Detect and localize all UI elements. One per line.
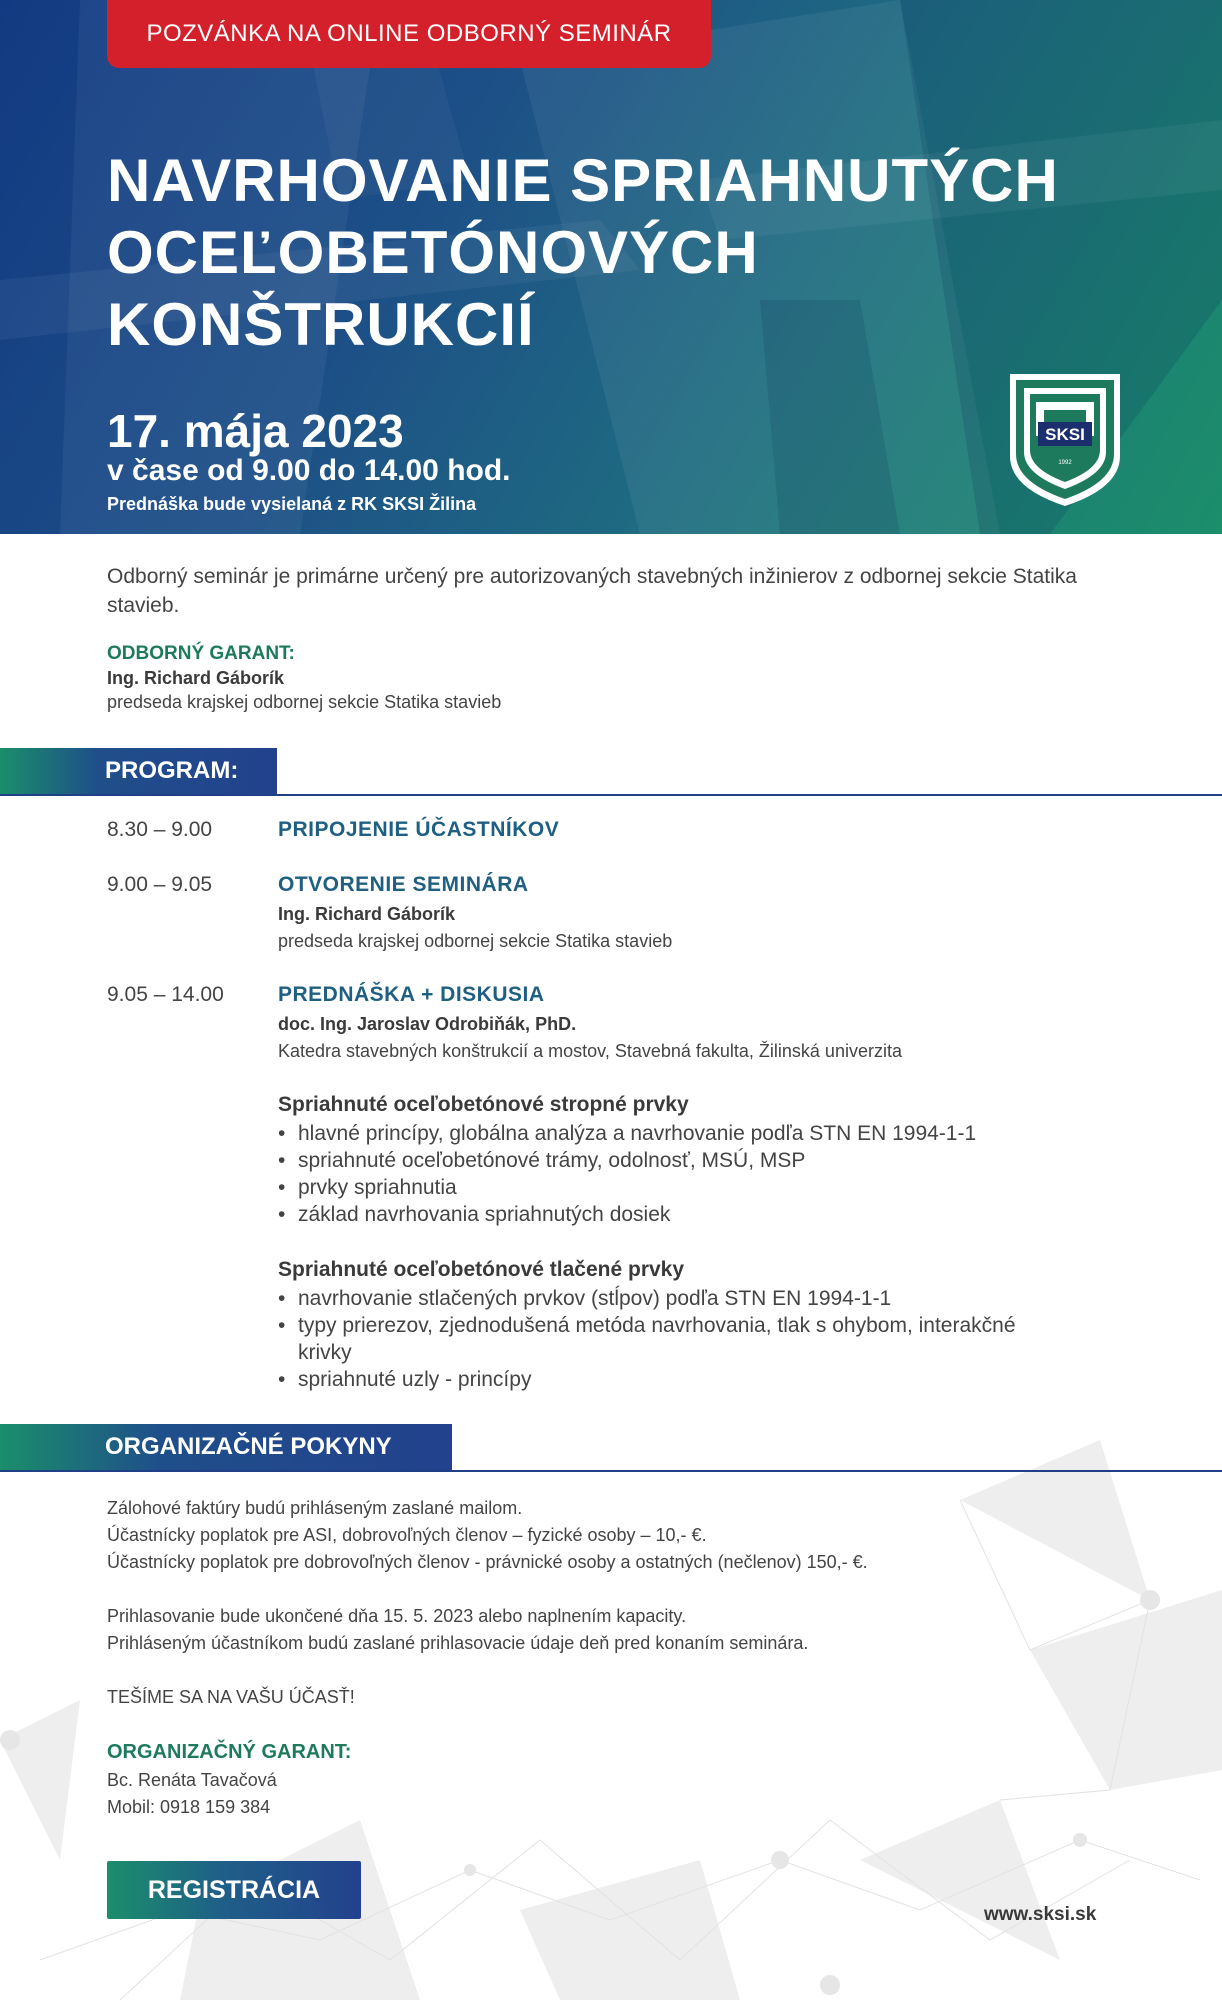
organization-info	[107, 1495, 1107, 1711]
info-line: Zálohové faktúry budú prihláseným zaslané mailom.	[107, 1498, 523, 1518]
list-item: • typy prierezov, zjednodušená metóda navrhovania, tlak s ohybom, interakčné krivky	[278, 1312, 1038, 1366]
info-line: Prihlasovanie bude ukončené dňa 15. 5. 2023 alebo naplnením kapacity.	[107, 1606, 687, 1626]
garant-role: predseda krajskej odbornej sekcie Statika stavieb	[107, 692, 502, 712]
program-title: PRIPOJENIE ÚČASTNÍKOV	[278, 818, 560, 841]
organization-heading: ORGANIZAČNÉ POKYNY	[0, 1424, 452, 1470]
logo-year: 1992	[1058, 460, 1072, 466]
list-item: • základ navrhovania spriahnutých dosiek	[278, 1201, 1078, 1228]
broadcast-note: Prednáška bude vysielaná z RK SKSI Žilina	[107, 494, 477, 514]
speaker-name: doc. Ing. Jaroslav Odrobiňák, PhD.	[278, 1014, 577, 1034]
event-time: v čase od 9.00 do 14.00 hod.	[107, 454, 511, 487]
logo-text: SKSI	[1045, 425, 1085, 444]
invitation-badge: POZVÁNKA NA ONLINE ODBORNÝ SEMINÁR	[107, 0, 711, 68]
event-date: 17. mája 2023	[107, 405, 404, 457]
intro-text: Odborný seminár je primárne určený pre autorizovaných stavebných inžinierov z odbornej sekcie Statika stavieb.	[107, 565, 1077, 617]
topic-heading: Spriahnuté oceľobetónové stropné prvky	[278, 1093, 689, 1116]
program-title: OTVORENIE SEMINÁRA	[278, 873, 529, 896]
list-item: • prvky spriahnutia	[278, 1174, 1078, 1201]
event-title	[107, 145, 1157, 361]
program-time: 9.00 – 9.05	[107, 873, 213, 896]
hero-banner	[0, 0, 1222, 534]
org-garant-phone: Mobil: 0918 159 384	[107, 1797, 271, 1817]
title-line: NAVRHOVANIE SPRIAHNUTÝCH	[107, 147, 1059, 214]
section-underline	[0, 794, 1222, 796]
info-line: Účastnícky poplatok pre ASI, dobrovoľných členov – fyzické osoby – 10,- €.	[107, 1525, 707, 1545]
garant-heading: ODBORNÝ GARANT:	[107, 643, 295, 664]
program-time: 8.30 – 9.00	[107, 818, 213, 841]
speaker-name: Ing. Richard Gáborík	[278, 904, 456, 924]
info-line: Účastnícky poplatok pre dobrovoľných členov - právnické osoby a ostatných (nečlenov) 150,- €.	[107, 1552, 868, 1572]
sksi-logo	[1006, 370, 1124, 510]
list-item: • spriahnuté oceľobetónové trámy, odolnosť, MSÚ, MSP	[278, 1147, 1078, 1174]
program-title: PREDNÁŠKA + DISKUSIA	[278, 983, 545, 1006]
section-underline	[0, 1470, 1222, 1472]
list-item: • spriahnuté uzly - princípy	[278, 1366, 1038, 1393]
garant-name: Ing. Richard Gáborík	[107, 668, 285, 688]
info-line: Prihláseným účastníkom budú zaslané prihlasovacie údaje deň pred konaním seminára.	[107, 1633, 809, 1653]
closing-line: TEŠÍME SA NA VAŠU ÚČASŤ!	[107, 1687, 355, 1707]
list-item: • navrhovanie stlačených prvkov (stĺpov) podľa STN EN 1994-1-1	[278, 1285, 1038, 1312]
program-heading: PROGRAM:	[0, 748, 277, 794]
organization-section-header	[0, 1424, 1222, 1470]
registration-button[interactable]: REGISTRÁCIA	[107, 1861, 361, 1919]
topic-heading: Spriahnuté oceľobetónové tlačené prvky	[278, 1258, 685, 1281]
speaker-role: Katedra stavebných konštrukcií a mostov, Stavebná fakulta, Žilinská univerzita	[278, 1041, 902, 1061]
program-section-header	[0, 748, 1222, 794]
title-line: OCEĽOBETÓNOVÝCH	[107, 219, 759, 286]
org-garant-name: Bc. Renáta Tavačová	[107, 1770, 277, 1790]
list-item: • hlavné princípy, globálna analýza a navrhovanie podľa STN EN 1994-1-1	[278, 1120, 1078, 1147]
org-garant-heading: ORGANIZAČNÝ GARANT:	[107, 1741, 352, 1763]
program-time: 9.05 – 14.00	[107, 983, 224, 1006]
speaker-role: predseda krajskej odbornej sekcie Statika stavieb	[278, 931, 673, 951]
title-line: KONŠTRUKCIÍ	[107, 291, 535, 358]
website-link[interactable]: www.sksi.sk	[984, 1904, 1097, 1925]
topic-bullet-list	[278, 1285, 1038, 1393]
topic-bullet-list	[278, 1120, 1078, 1228]
